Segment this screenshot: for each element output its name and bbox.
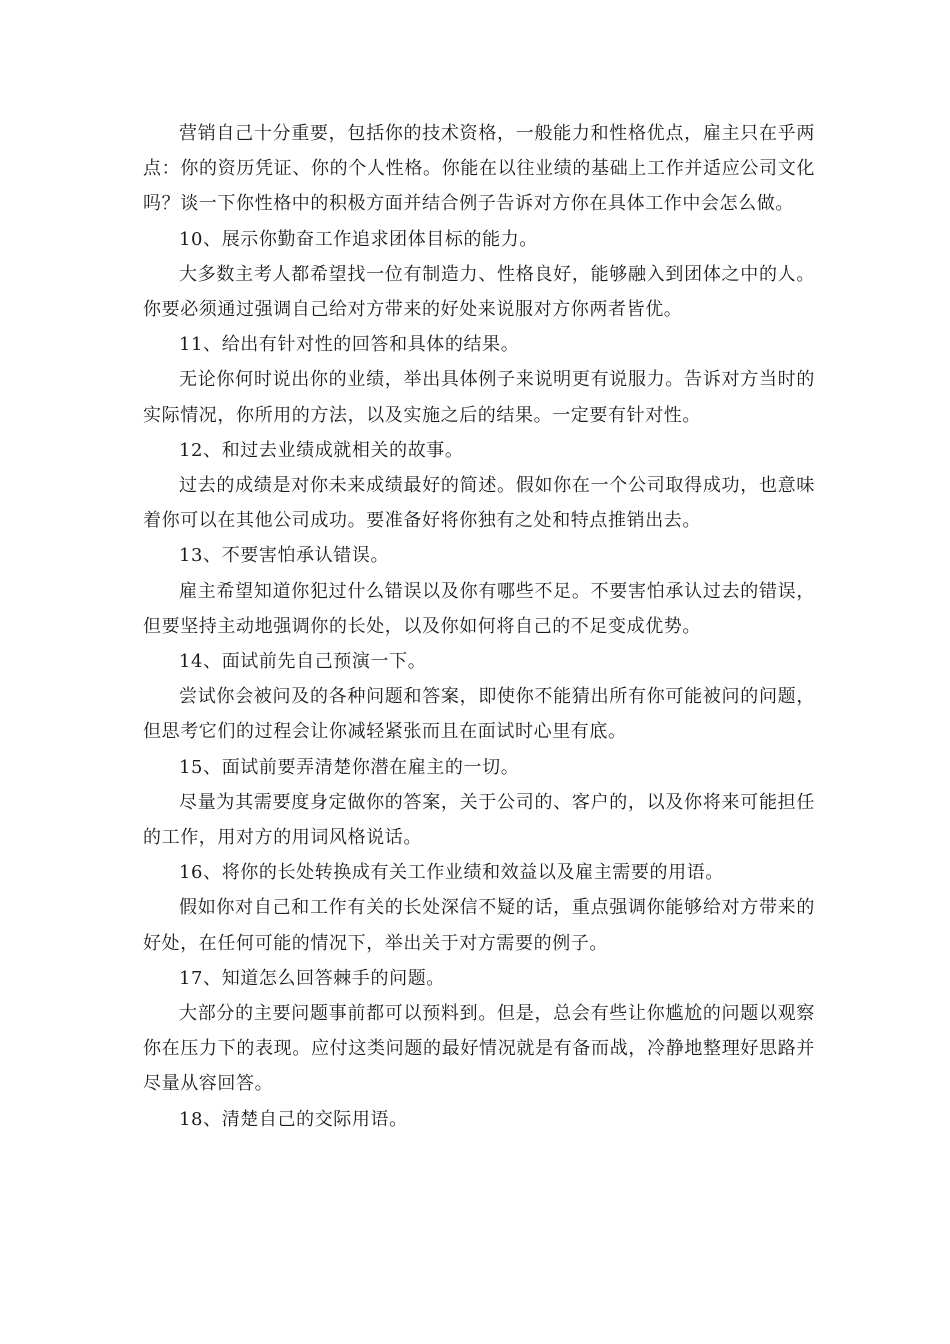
paragraph-10: 大多数主考人都希望找一位有制造力、性格良好，能够融入到团体之中的人。你要必须通过强调自己给对方带来的好处来说服对方你两者皆优。 bbox=[143, 263, 815, 321]
paragraph-intro: 营销自己十分重要，包括你的技术资格，一般能力和性格优点，雇主只在乎两点：你的资历凭证、你的个人性格。你能在以往业绩的基础上工作并适应公司文化吗？谈一下你性格中的积极方面并结合例子告诉对方你在具体工作中会怎么做。 bbox=[143, 123, 815, 215]
heading-10: 10、展示你勤奋工作追求团体目标的能力。 bbox=[179, 228, 538, 250]
paragraph-14: 尝试你会被问及的各种问题和答案，即使你不能猜出所有你可能被问的问题，但思考它们的过程会让你减轻紧张而且在面试时心里有底。 bbox=[143, 686, 815, 743]
paragraph-17: 大部分的主要问题事前都可以预料到。但是，总会有些让你尴尬的问题以观察你在压力下的表现。应付这类问题的最好情况就是有备而战，冷静地整理好思路并尽量从容回答。 bbox=[143, 1003, 815, 1095]
paragraph-12: 过去的成绩是对你未来成绩最好的简述。假如你在一个公司取得成功，也意味着你可以在其他公司成功。要准备好将你独有之处和特点推销出去。 bbox=[143, 475, 815, 532]
heading-18: 18、清楚自己的交际用语。 bbox=[179, 1108, 408, 1130]
heading-14: 14、面试前先自己预演一下。 bbox=[179, 651, 427, 673]
heading-17: 17、知道怎么回答棘手的问题。 bbox=[179, 967, 445, 989]
document-body bbox=[143, 116, 815, 1137]
heading-15: 15、面试前要弄清楚你潜在雇主的一切。 bbox=[179, 756, 520, 778]
paragraph-13: 雇主希望知道你犯过什么错误以及你有哪些不足。不要害怕承认过去的错误，但要坚持主动地强调你的长处，以及你如何将自己的不足变成优势。 bbox=[143, 580, 815, 637]
heading-16: 16、将你的长处转换成有关工作业绩和效益以及雇主需要的用语。 bbox=[179, 862, 724, 884]
heading-11: 11、给出有针对性的回答和具体的结果。 bbox=[179, 334, 520, 356]
paragraph-16: 假如你对自己和工作有关的长处深信不疑的话，重点强调你能够给对方带来的好处，在任何可能的情况下，举出关于对方需要的例子。 bbox=[143, 897, 815, 954]
paragraph-11: 无论你何时说出你的业绩，举出具体例子来说明更有说服力。告诉对方当时的实际情况，你所用的方法，以及实施之后的结果。一定要有针对性。 bbox=[143, 369, 815, 426]
paragraph-15: 尽量为其需要度身定做你的答案，关于公司的、客户的，以及你将来可能担任的工作，用对方的用词风格说话。 bbox=[143, 791, 815, 849]
heading-12: 12、和过去业绩成就相关的故事。 bbox=[179, 439, 464, 461]
heading-13: 13、不要害怕承认错误。 bbox=[179, 545, 390, 567]
